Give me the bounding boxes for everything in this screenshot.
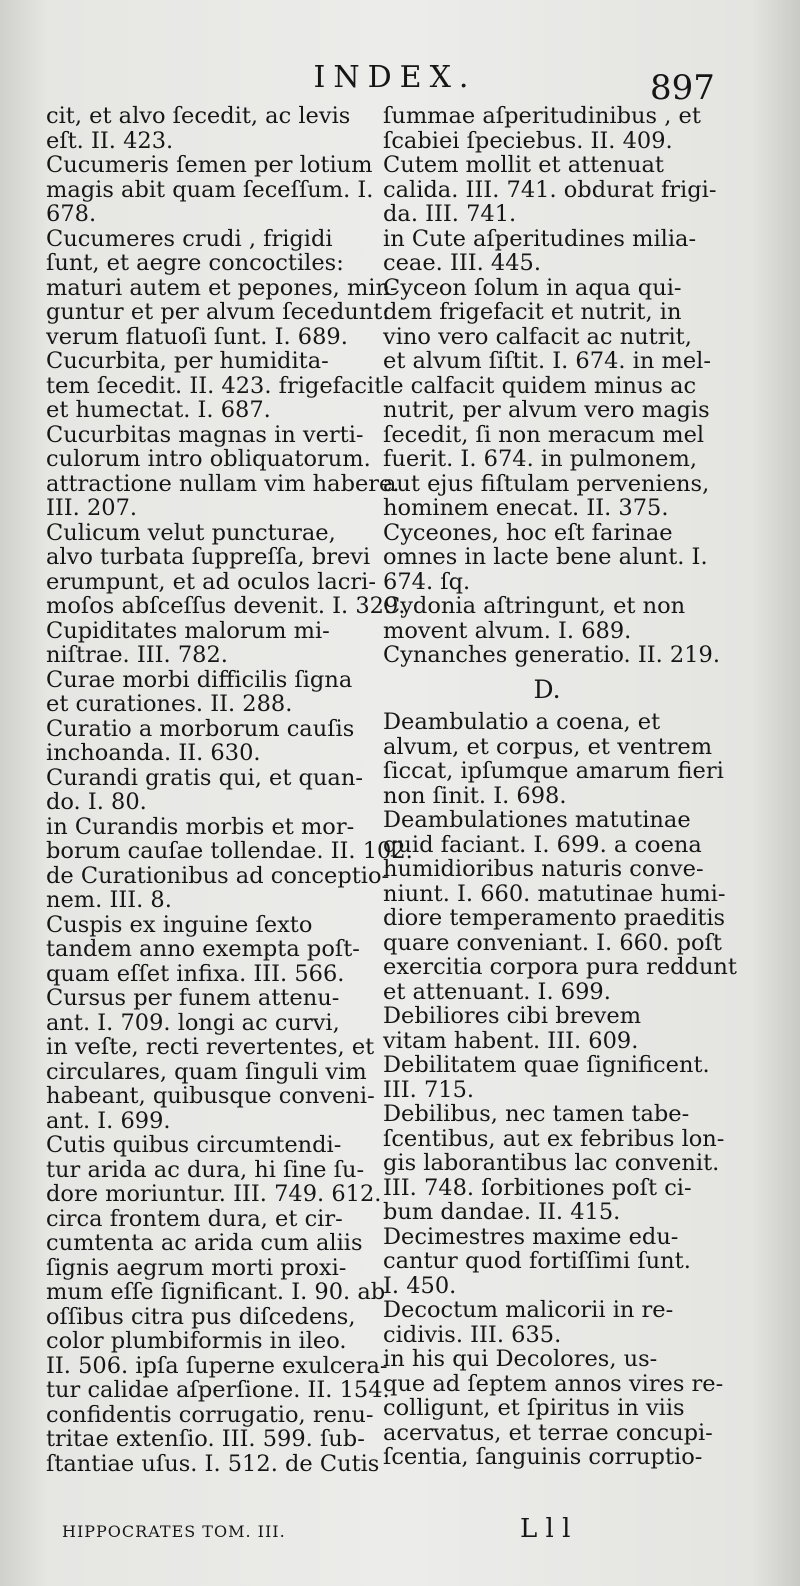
left-column-line: Culicum velut puncturae, <box>46 519 336 546</box>
left-column-line: magis abit quam ſeceſſum. I. <box>46 176 374 203</box>
right-column-line: omnes in lacte bene alunt. I. <box>383 544 708 570</box>
right-column-line: Debilitatem quae ſignificent. <box>383 1052 710 1078</box>
right-column-line: aut ejus fiſtulam perveniens, <box>383 470 710 497</box>
running-title: INDEX. <box>313 60 477 95</box>
right-column-line: I. 450. <box>383 1272 457 1299</box>
left-column-line: alvo turbata ſuppreſſa, brevi <box>46 544 371 570</box>
right-column-line: 674. ſq. <box>383 568 471 595</box>
right-column-line: exercitia corpora pura reddunt <box>383 954 737 980</box>
right-column-line: in his qui Decolores, us- <box>383 1346 658 1372</box>
left-column-line: ant. I. 709. longi ac curvi, <box>46 1009 340 1036</box>
left-column-line: niſtrae. III. 782. <box>46 642 228 668</box>
left-column-line: circa frontem dura, et cir- <box>46 1205 343 1232</box>
right-column-line: ſecedit, ſi non meracum mel <box>383 421 705 448</box>
left-column-line: moſos abſceſſus devenit. I. 329. <box>46 593 406 619</box>
left-column-line: ant. I. 699. <box>46 1107 171 1134</box>
right-column-line: Debiliores cibi brevem <box>383 1003 642 1029</box>
right-column-line: quare conveniant. I. 660. poſt <box>383 929 722 956</box>
left-column-line: nem. III. 8. <box>46 887 172 913</box>
right-column-line: non ſinit. I. 698. <box>383 782 567 809</box>
right-column <box>383 103 737 1470</box>
left-column-line: inchoanda. II. 630. <box>46 740 261 766</box>
right-column-line: colligunt, et ſpiritus in viis <box>383 1395 685 1421</box>
left-column-line: cumtenta ac arida cum aliis <box>46 1230 363 1256</box>
right-column-line: ſiccat, ipſumque amarum fieri <box>383 758 724 784</box>
left-column-line: Curae morbi difficilis ſigna <box>46 666 353 693</box>
right-column-line: nutrit, per alvum vero magis <box>383 397 710 423</box>
right-column-line: da. III. 741. <box>383 201 517 227</box>
left-column-line: culorum intro obliquatorum. <box>46 446 371 472</box>
left-column-line: et curationes. II. 288. <box>46 691 293 717</box>
left-column-line: tur calidae aſperſione. II. 154. <box>46 1377 390 1403</box>
right-column-line: Deambulatio a coena, et <box>383 709 661 735</box>
right-column-line: cidivis. III. 635. <box>383 1321 562 1348</box>
signature-mark: L l l <box>520 1514 571 1544</box>
right-column-line: hominem enecat. II. 375. <box>383 495 669 521</box>
left-column-line: tandem anno exempta poſt- <box>46 936 360 962</box>
left-column-line: verum flatuoſi ſunt. I. 689. <box>46 323 348 350</box>
left-column-line: eſt. II. 423. <box>46 127 174 154</box>
section-letter-d: D. <box>533 674 561 704</box>
right-column-line: acervatus, et terrae concupi- <box>383 1419 713 1446</box>
page-number: 897 <box>650 68 715 108</box>
left-column-line: ſignis aegrum morti proxi- <box>46 1254 347 1281</box>
left-column-line: et humectat. I. 687. <box>46 397 271 423</box>
right-column-line: ſummae aſperitudinibus , et <box>383 103 701 129</box>
left-column-line: Cucumeres crudi , frigidi <box>46 225 333 252</box>
right-column-line: III. 748. ſorbitiones poſt ci- <box>383 1174 692 1201</box>
right-column-line: calida. III. 741. obdurat frigi- <box>383 176 717 203</box>
right-column-line: III. 715. <box>383 1076 475 1103</box>
left-column-line: confidentis corrugatio, renu- <box>46 1401 374 1428</box>
left-column-line: circulares, quam ſinguli vim <box>46 1058 367 1085</box>
right-column-line: Deambulationes matutinae <box>383 807 691 833</box>
right-column-line: Cyceon ſolum in aqua qui- <box>383 274 682 301</box>
right-column-line: fuerit. I. 674. in pulmonem, <box>383 446 697 472</box>
left-column-line: ſunt, et aegre concoctiles: <box>46 250 344 276</box>
right-column-line: alvum, et corpus, et ventrem <box>383 733 713 760</box>
right-column-line: ſcentia, ſanguinis corruptio- <box>383 1444 703 1470</box>
right-column-line: cantur quod fortiſſimi ſunt. <box>383 1248 691 1274</box>
left-column-line: guntur et per alvum ſecedunt: <box>46 299 390 325</box>
left-column-line: erumpunt, et ad oculos lacri- <box>46 568 376 595</box>
right-column-line: que ad ſeptem annos vires re- <box>383 1370 724 1397</box>
left-column-line: cit, et alvo ſecedit, ac levis <box>46 103 351 129</box>
right-column-line: ceae. III. 445. <box>383 250 542 276</box>
left-column-line: mum eſſe ſignificant. I. 90. ab <box>46 1279 386 1305</box>
left-column-line: Cucurbita, per humidita- <box>46 348 329 374</box>
left-column-line: 678. <box>46 201 97 227</box>
left-column-line: Curatio a morborum cauſis <box>46 715 355 742</box>
right-column-line: gis laborantibus lac convenit. <box>383 1150 720 1176</box>
left-column-line: ſtantiae uſus. I. 512. de Cutis <box>46 1450 380 1477</box>
left-column-line: oſſibus citra pus diſcedens, <box>46 1303 356 1330</box>
right-column-line: Cydonia aſtringunt, et non <box>383 593 686 619</box>
left-column-line: tem ſecedit. II. 423. frigefacit <box>46 372 384 399</box>
left-column-line: do. I. 80. <box>46 789 147 815</box>
right-column-line: dem frigefacit et nutrit, in <box>383 299 682 325</box>
left-column-line: Cuspis ex inguine ſexto <box>46 911 313 938</box>
left-column-line: habeant, quibusque conveni- <box>46 1083 375 1109</box>
right-column-line: quid faciant. I. 699. a coena <box>383 831 702 858</box>
left-column-line: maturi autem et pepones, min- <box>46 274 398 301</box>
left-column-line: Curandi gratis qui, et quan- <box>46 764 363 791</box>
right-column-line: Cynanches generatio. II. 219. <box>383 642 720 668</box>
right-column-line: ſcentibus, aut ex febribus lon- <box>383 1125 725 1152</box>
right-column-line: in Cute aſperitudines milia- <box>383 225 697 252</box>
right-column-line: et alvum ſiſtit. I. 674. in mel- <box>383 348 711 374</box>
left-column-line: Cucurbitas magnas in verti- <box>46 421 364 448</box>
right-column-line: Cyceones, hoc eſt farinae <box>383 519 673 546</box>
left-column-line: quam eſſet infixa. III. 566. <box>46 960 345 987</box>
left-column-line: dore moriuntur. III. 749. 612. <box>46 1181 382 1207</box>
left-column-line: in veſte, recti revertentes, et <box>46 1034 375 1060</box>
left-column-line: Cutis quibus circumtendi- <box>46 1132 342 1158</box>
right-column-line: movent alvum. I. 689. <box>383 617 632 644</box>
signature-line: HIPPOCRATES TOM. III. <box>62 1522 286 1541</box>
right-column-line: le calfacit quidem minus ac <box>383 372 697 399</box>
left-column-line: de Curationibus ad conceptio- <box>46 862 390 889</box>
left-column-line: Cupiditates malorum mi- <box>46 617 330 644</box>
right-column-line: vitam habent. III. 609. <box>383 1027 639 1054</box>
right-column-line: bum dandae. II. 415. <box>383 1199 621 1225</box>
left-column <box>46 103 413 1477</box>
right-column-line: ſcabiei ſpeciebus. II. 409. <box>383 127 673 154</box>
right-column-line: diore temperamento praeditis <box>383 905 726 931</box>
right-column-line: Debilibus, nec tamen tabe- <box>383 1101 690 1127</box>
right-column-line: niunt. I. 660. matutinae humi- <box>383 880 726 907</box>
left-column-line: II. 506. ipſa ſuperne exulcera- <box>46 1352 388 1379</box>
left-column-line: color plumbiformis in ileo. <box>46 1328 347 1354</box>
left-column-line: III. 207. <box>46 495 138 521</box>
left-column-line: tritae extenſio. III. 599. ſub- <box>46 1426 365 1452</box>
right-column-line: vino vero calfacit ac nutrit, <box>383 323 692 350</box>
left-column-line: attractione nullam vim habere. <box>46 470 400 497</box>
right-column-line: humidioribus naturis conve- <box>383 856 704 882</box>
left-column-line: in Curandis morbis et mor- <box>46 813 355 840</box>
left-column-line: Cucumeris ſemen per lotium <box>46 152 373 178</box>
left-column-line: borum cauſae tollendae. II. 102. <box>46 838 413 864</box>
right-column-line: et attenuant. I. 699. <box>383 978 611 1005</box>
left-column-line: Cursus per funem attenu- <box>46 985 340 1011</box>
right-column-line: Decimestres maxime edu- <box>383 1223 679 1250</box>
right-column-line: Cutem mollit et attenuat <box>383 152 664 178</box>
left-column-line: tur arida ac dura, hi ſine ſu- <box>46 1156 365 1183</box>
right-column-line: Decoctum malicorii in re- <box>383 1297 674 1323</box>
